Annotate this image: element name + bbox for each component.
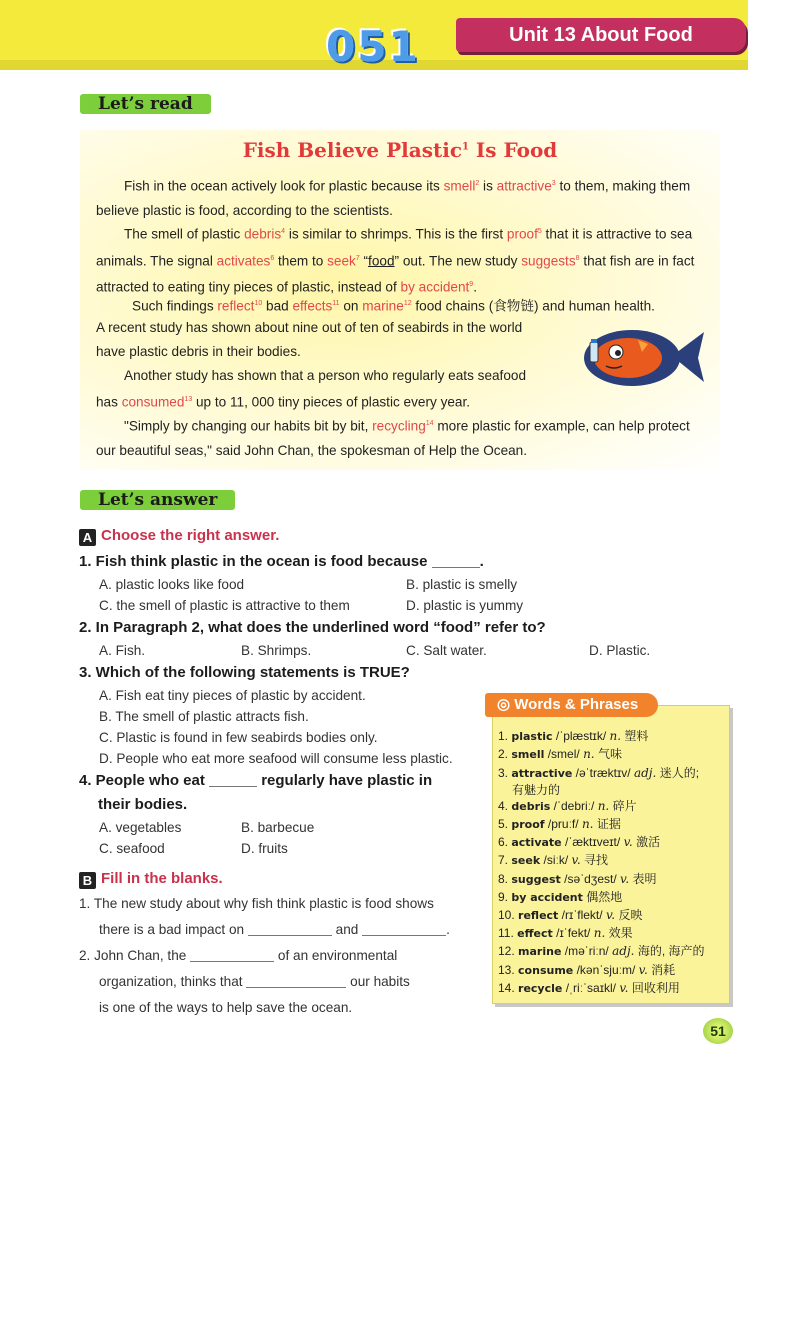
fill-1-line-2: there is a bad impact on and .	[99, 922, 450, 937]
q3-option-b: B. The smell of plastic attracts fish.	[99, 709, 309, 724]
q2-option-c: C. Salt water.	[406, 643, 487, 658]
word-item: 7. seek /siːk/ v. 寻找	[498, 853, 609, 867]
q4-option-d: D. fruits	[241, 841, 288, 856]
word-item: 1. plastic /ˈplæstɪk/ n. 塑料	[498, 729, 649, 743]
fill-blank	[362, 935, 446, 936]
paragraph-4-line-2: has consumed$^{13}$ up to 11, 000 tiny pieces of plastic every year.	[96, 394, 471, 410]
word-item: 4. debris /ˈdebriː/ n. 碎片	[498, 799, 637, 813]
circle-icon: ◎	[497, 696, 511, 713]
q1-option-a: A. plastic looks like food	[99, 577, 245, 592]
fill-blank	[190, 961, 274, 962]
q3-option-c: C. Plastic is found in few seabirds bodies only.	[99, 730, 378, 745]
word-item: 13. consume /kənˈsjuːm/ v. 消耗	[498, 963, 676, 977]
part-a-badge: A	[79, 529, 96, 546]
paragraph-4-line-1: Another study has shown that a person who regularly eats seafood	[124, 368, 527, 383]
fill-blank	[248, 935, 332, 936]
word-item: 6. activate /ˈæktɪveɪt/ v. 激活	[498, 835, 661, 849]
fill-2-line-1: 2. John Chan, the of an environmental	[79, 948, 398, 963]
part-b-badge: B	[79, 872, 96, 889]
answer-blank	[209, 786, 257, 787]
fill-2-line-3: is one of the ways to help save the ocean.	[99, 1000, 353, 1015]
paragraph-3-line-1: Such findings reflect$^{10}$ bad effects$^{11}$ on marine$^{12}$ food chains (食物链) and human health.	[132, 298, 655, 314]
q1-option-c: C. the smell of plastic is attractive to them	[99, 598, 350, 613]
word-item: 11. effect /ɪˈfekt/ n. 效果	[498, 926, 633, 940]
word-item: 12. marine /məˈriːn/ adj. 海的, 海产的	[498, 944, 705, 958]
section-label-lets-read: Let’s read	[80, 94, 211, 114]
word-item: 9. by accident 偶然地	[498, 890, 623, 904]
word-item: 3. attractive /əˈtræktɪv/ adj. 迷人的;	[498, 766, 700, 780]
paragraph-3-line-2: A recent study has shown about nine out of ten of seabirds in the world	[96, 320, 523, 335]
part-a-heading: A Choose the right answer.	[79, 527, 279, 546]
q1-option-d: D. plastic is yummy	[406, 598, 524, 613]
words-phrases-tab: ◎ Words & Phrases	[485, 693, 658, 717]
q4-option-b: B. barbecue	[241, 820, 315, 835]
fill-blank	[246, 987, 346, 988]
question-3: 3. Which of the following statements is TRUE?	[79, 664, 410, 681]
fill-1-line-1: 1. The new study about why fish think plastic is food shows	[79, 896, 434, 911]
paragraph-2: The smell of plastic debris$^4$ is similar to shrimps. This is the first proof$^5$ that it is attractive to sea animals. The signal activates$^6$ them to seek$^7$ “food” out. The new study suggests$^8$ that fish are in fact attracted to eating tiny pieces of plastic, instead of by accident$^9$.	[96, 226, 695, 295]
word-item: 10. reflect /rɪˈflekt/ v. 反映	[498, 908, 643, 922]
q4-option-c: C. seafood	[99, 841, 165, 856]
q1-option-b: B. plastic is smelly	[406, 577, 518, 592]
fill-2-line-2: organization, thinks that our habits	[99, 974, 410, 989]
lesson-number: 051	[326, 22, 420, 71]
page-number: 51	[703, 1018, 733, 1044]
section-label-lets-answer: Let’s answer	[80, 490, 235, 510]
word-item: 8. suggest /səˈdʒest/ v. 表明	[498, 872, 657, 886]
paragraph-5: "Simply by changing our habits bit by bit, recycling$^{14}$ more plastic for example, can help protect our beautiful seas," said John Chan, the spokesman of Help the Ocean.	[96, 418, 690, 458]
word-item: 5. proof /pruːf/ n. 证据	[498, 817, 621, 831]
q2-option-b: B. Shrimps.	[241, 643, 312, 658]
article-title: Fish Believe Plastic$^1$ Is Food	[242, 138, 558, 162]
q2-option-d: D. Plastic.	[589, 643, 651, 658]
part-b-heading: B Fill in the blanks.	[79, 870, 223, 889]
question-4: 4. People who eat regularly have plastic in	[79, 772, 433, 789]
word-item: 14. recycle /ˌriːˈsaɪkl/ v. 回收利用	[498, 981, 680, 995]
word-item: 2. smell /smel/ n. 气味	[498, 747, 622, 761]
q3-option-a: A. Fish eat tiny pieces of plastic by accident.	[99, 688, 366, 703]
word-item-continued: 有魅力的	[512, 783, 561, 797]
q4-option-a: A. vegetables	[99, 820, 182, 835]
answer-blank	[432, 567, 480, 568]
fish-illustration	[572, 322, 706, 390]
underlined-word-food: food	[368, 253, 395, 269]
question-1: 1. Fish think plastic in the ocean is food because .	[79, 553, 484, 570]
paragraph-3-line-3: have plastic debris in their bodies.	[96, 344, 301, 359]
paragraph-1: Fish in the ocean actively look for plastic because its smell$^2$ is attractive$^3$ to them, making them believe plastic is food, according to the scientists.	[96, 178, 691, 218]
unit-title: Unit 13 About Food	[456, 18, 746, 52]
q2-option-a: A. Fish.	[99, 643, 146, 658]
question-4-line-2: their bodies.	[98, 796, 188, 813]
question-2: 2. In Paragraph 2, what does the underlined word “food” refer to?	[79, 619, 546, 636]
q3-option-d: D. People who eat more seafood will consume less plastic.	[99, 751, 453, 766]
